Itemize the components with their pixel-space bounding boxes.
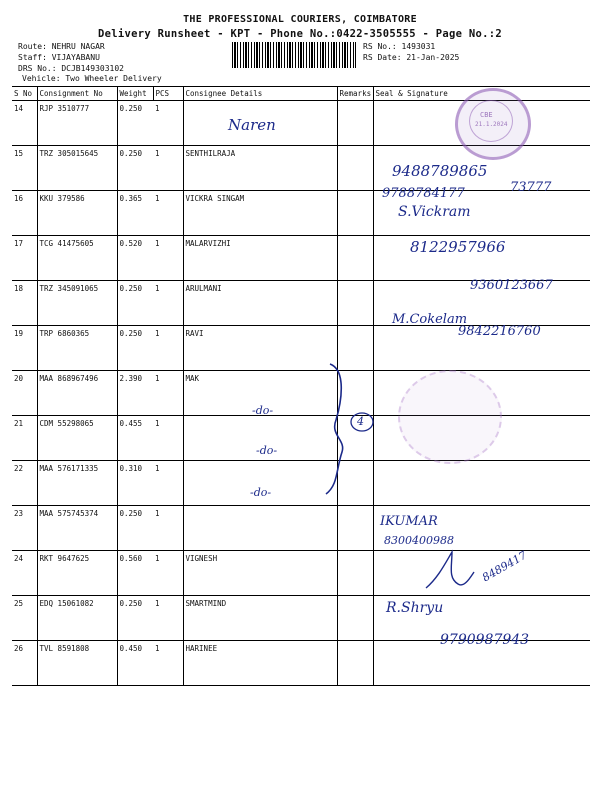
row-consignee: SENTHILRAJA [183,146,337,191]
handwritten-ditto: -do- [250,486,272,499]
handwritten-phone: 9488789865 [392,162,488,180]
row-pcs: 1 [153,326,183,371]
row-remarks [337,281,373,326]
row-sno: 16 [12,191,37,236]
drs-number: DRS No.: DCJB149303102 [18,64,124,73]
row-weight: 0.250 [117,326,153,371]
row-sno: 20 [12,371,37,416]
row-sno: 24 [12,551,37,596]
handwritten-phone: 9360123667 [470,278,553,293]
row-remarks [337,551,373,596]
col-pcs: PCS [153,87,183,101]
row-sno: 14 [12,101,37,146]
row-sno: 22 [12,461,37,506]
row-sno: 17 [12,236,37,281]
row-consignment-no: TVL 8591808 [37,641,117,686]
row-remarks [337,236,373,281]
handwritten-signature: S.Vickram [398,204,471,220]
col-consignee: Consignee Details [183,87,337,101]
row-weight: 2.390 [117,371,153,416]
row-consignee: HARINEE [183,641,337,686]
row-sno: 18 [12,281,37,326]
row-consignment-no: TRZ 305015645 [37,146,117,191]
handwritten-name: Naren [228,116,276,134]
row-weight: 0.250 [117,146,153,191]
row-consignee: MAK [183,371,337,416]
runsheet-subtitle: Delivery Runsheet - KPT - Phone No.:0422-3505555 - Page No.:2 [98,28,502,40]
row-sno: 19 [12,326,37,371]
handwritten-phone: 9842216760 [458,324,541,339]
row-weight: 0.250 [117,596,153,641]
row-sno: 23 [12,506,37,551]
row-consignment-no: TRZ 345091065 [37,281,117,326]
row-consignment-no: MAA 575745374 [37,506,117,551]
row-pcs: 1 [153,281,183,326]
row-pcs: 1 [153,191,183,236]
table-row [12,371,590,416]
row-sno: 21 [12,416,37,461]
table-row [12,506,590,551]
col-consignment: Consignment No [37,87,117,101]
row-pcs: 1 [153,506,183,551]
row-weight: 0.250 [117,506,153,551]
table-row [12,191,590,236]
row-remarks [337,146,373,191]
row-remarks [337,641,373,686]
handwritten-count: 4 [357,415,364,428]
row-pcs: 1 [153,236,183,281]
row-weight: 0.250 [117,281,153,326]
col-weight: Weight [117,87,153,101]
row-consignee [183,506,337,551]
row-weight: 0.520 [117,236,153,281]
row-weight: 0.310 [117,461,153,506]
row-weight: 0.560 [117,551,153,596]
handwritten-signature: M.Cokelam [392,312,468,327]
row-sno: 15 [12,146,37,191]
row-remarks [337,506,373,551]
row-remarks [337,101,373,146]
row-consignee: VIGNESH [183,551,337,596]
row-weight: 0.450 [117,641,153,686]
col-sno: S No [12,87,37,101]
handwritten-phone: 9788784177 [382,186,465,201]
runsheet-table [12,86,590,686]
row-remarks [337,596,373,641]
col-signature: Seal & Signature [373,87,590,101]
rs-number: RS No.: 1493031 [363,42,436,51]
rs-date: RS Date: 21-Jan-2025 [363,53,460,62]
handwritten-signature-mark [418,548,478,593]
vehicle-label: Vehicle: Two Wheeler Delivery [22,74,162,83]
row-consignment-no: MAA 576171335 [37,461,117,506]
row-signature [373,461,590,506]
company-title: THE PROFESSIONAL COURIERS, COIMBATORE [183,14,417,25]
row-weight: 0.365 [117,191,153,236]
row-consignment-no: TCG 41475605 [37,236,117,281]
row-consignment-no: EDQ 15061082 [37,596,117,641]
table-row [12,461,590,506]
row-sno: 25 [12,596,37,641]
handwritten-phone: 8489417 [480,548,529,585]
row-pcs: 1 [153,101,183,146]
row-remarks [337,191,373,236]
handwritten-phone: 73777 [510,180,552,195]
row-pcs: 1 [153,416,183,461]
handwritten-phone: 8122957966 [410,238,506,256]
row-consignee: SMARTMIND [183,596,337,641]
row-consignment-no: RJP 3510777 [37,101,117,146]
row-consignment-no: KKU 379586 [37,191,117,236]
handwritten-signature: R.Shryu [386,600,444,616]
table-row [12,416,590,461]
row-pcs: 1 [153,641,183,686]
handwritten-phone: 8300400988 [384,534,454,547]
row-consignee: RAVI [183,326,337,371]
row-pcs: 1 [153,551,183,596]
seal-stamp-faint [398,370,502,464]
row-weight: 0.250 [117,101,153,146]
row-consignee: ARULMANI [183,281,337,326]
handwritten-phone: 9790987943 [440,632,530,648]
row-consignment-no: TRP 6860365 [37,326,117,371]
col-remarks: Remarks [337,87,373,101]
stamp-date: 21.1.2024 [475,121,508,128]
row-weight: 0.455 [117,416,153,461]
row-consignment-no: CDM 55298065 [37,416,117,461]
row-pcs: 1 [153,596,183,641]
row-pcs: 1 [153,146,183,191]
handwritten-signature: IKUMAR [380,514,438,529]
stamp-text: CBE [480,111,493,119]
barcode [232,42,356,68]
staff-label: Staff: VIJAYABANU [18,53,100,62]
row-consignment-no: RKT 9647625 [37,551,117,596]
row-consignment-no: MAA 868967496 [37,371,117,416]
row-pcs: 1 [153,461,183,506]
row-consignee: VICKRA SINGAM [183,191,337,236]
handwritten-ditto: -do- [256,444,278,457]
row-sno: 26 [12,641,37,686]
route-label: Route: NEHRU NAGAR [18,42,105,51]
row-consignee: MALARVIZHI [183,236,337,281]
handwritten-ditto: -do- [252,404,274,417]
row-pcs: 1 [153,371,183,416]
